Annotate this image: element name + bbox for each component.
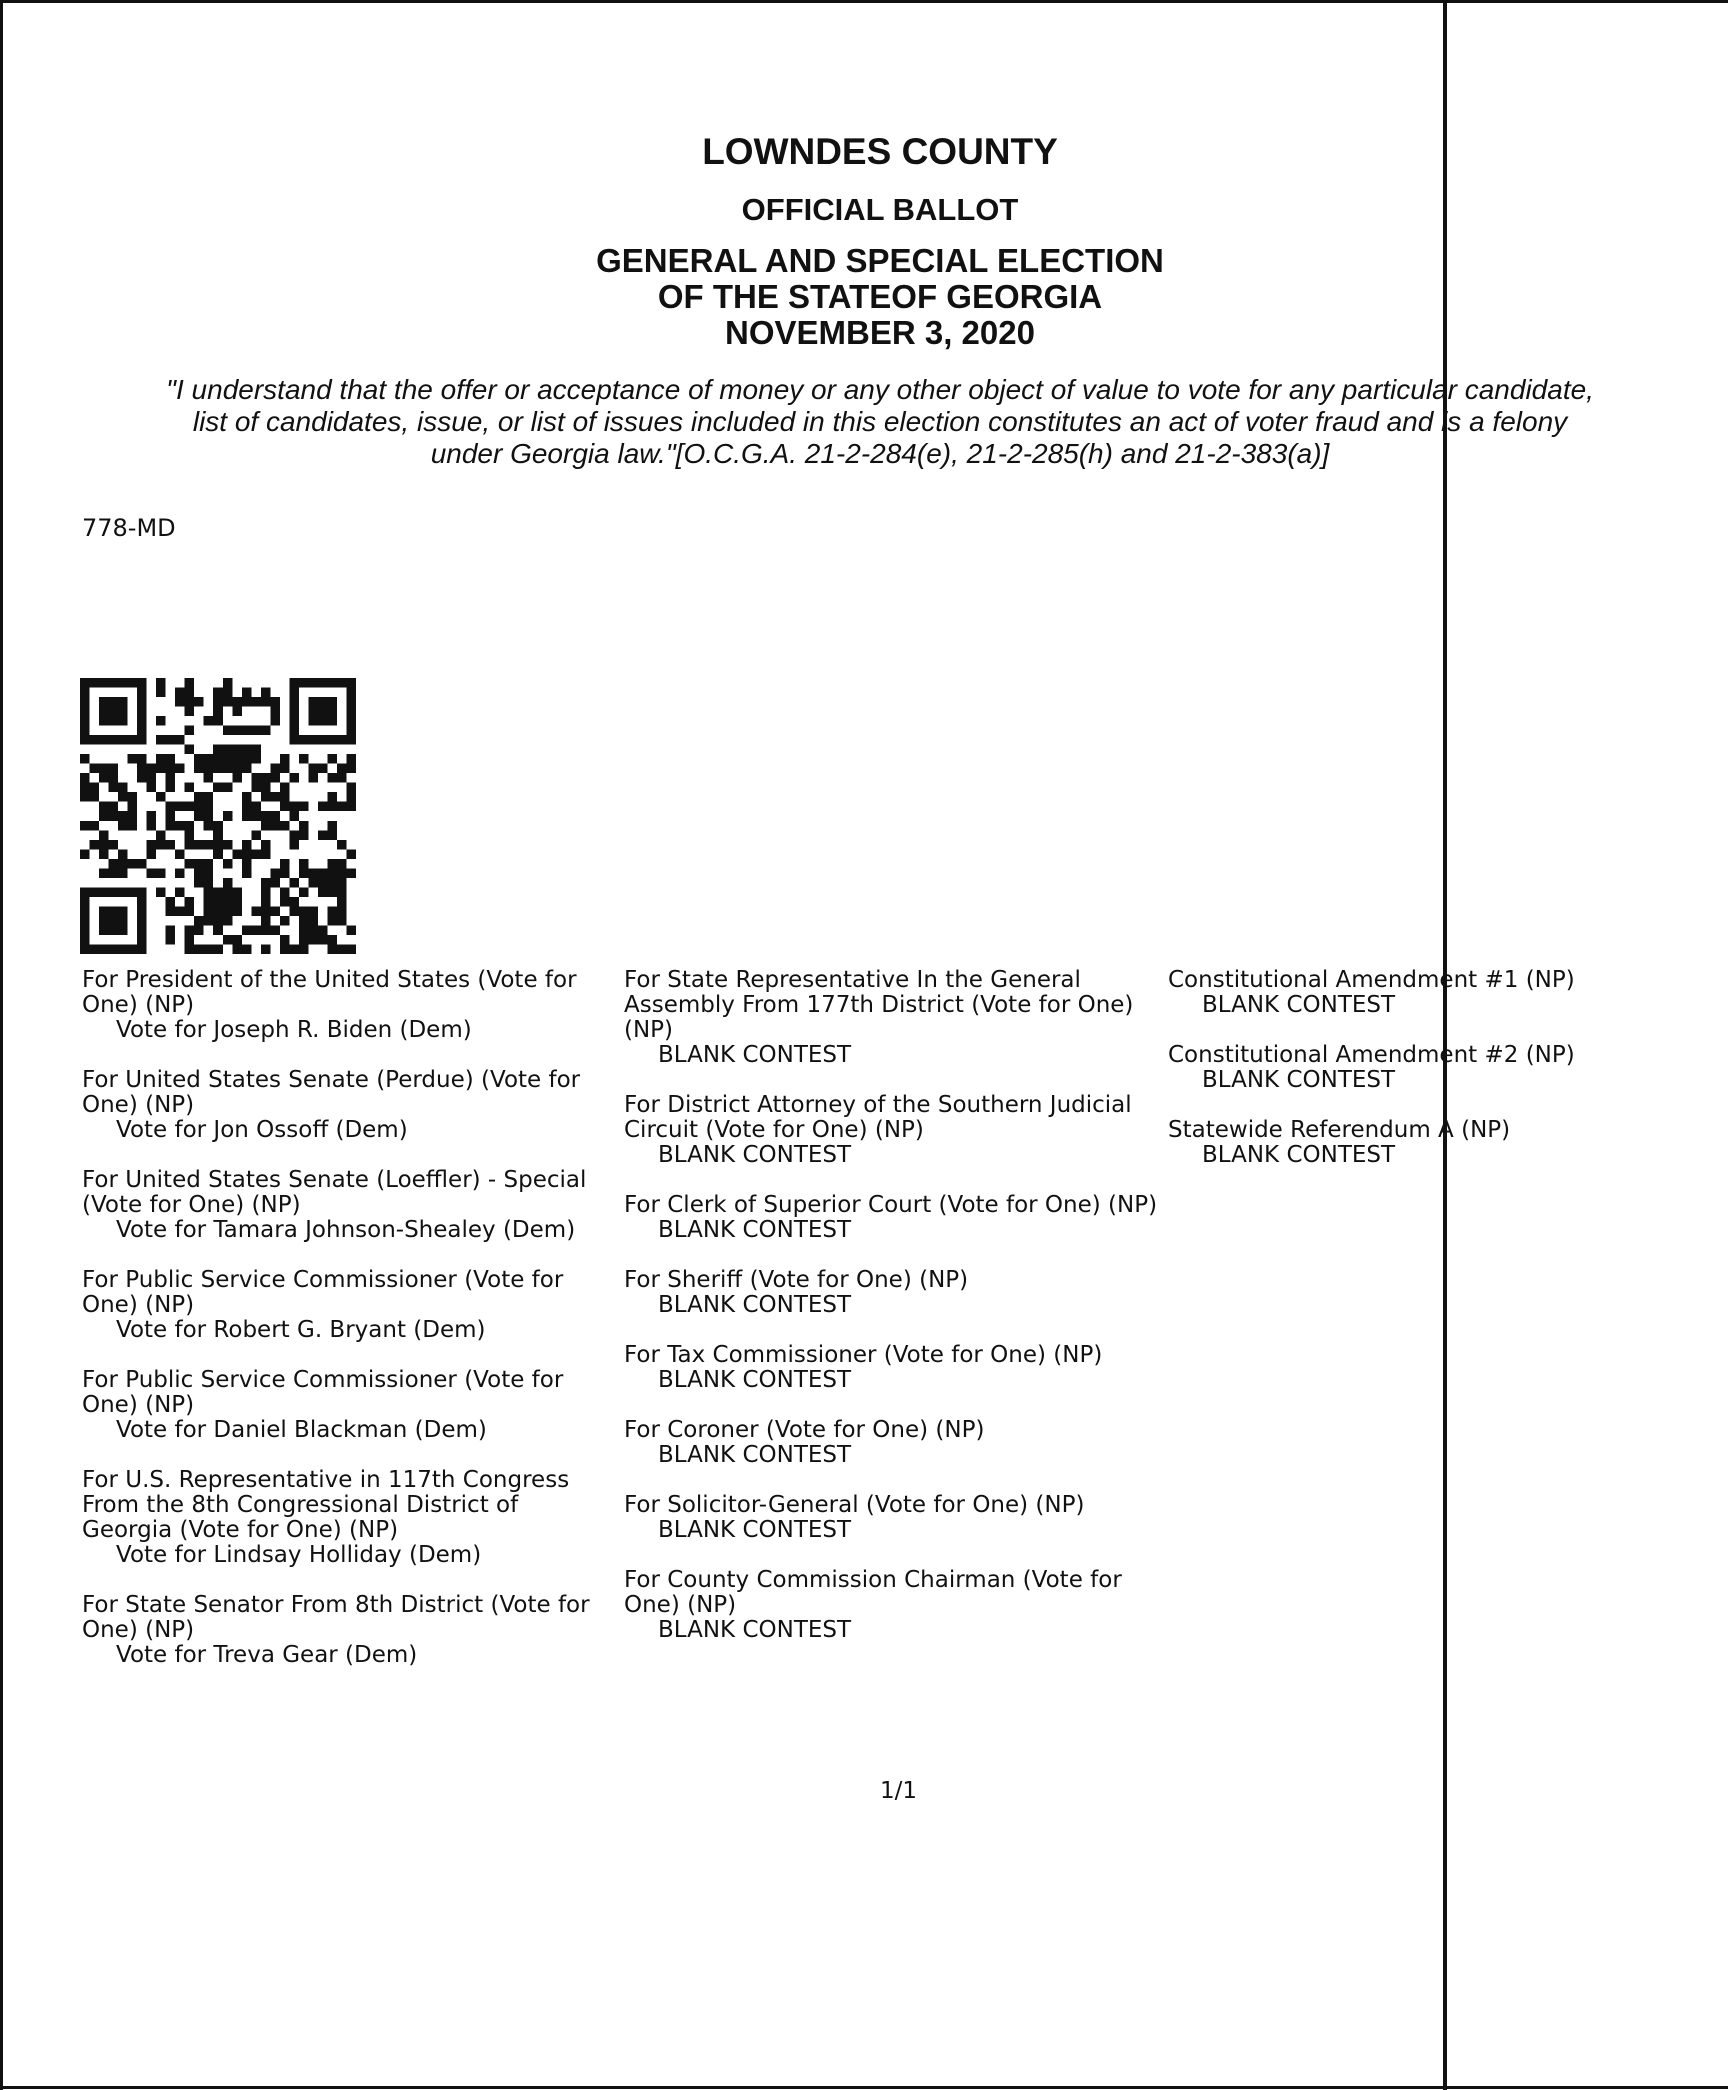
contest-title: For Public Service Commissioner (Vote for One) (NP) bbox=[82, 1267, 564, 1318]
contest-item bbox=[1168, 1043, 1728, 1093]
contest-item bbox=[82, 1068, 612, 1143]
contest-title: For County Commission Chairman (Vote for One) (NP) bbox=[624, 1567, 1122, 1618]
contest-title: For United States Senate (Perdue) (Vote for One) (NP) bbox=[82, 1067, 581, 1118]
contest-item bbox=[624, 1343, 1164, 1393]
contest-item bbox=[1168, 1118, 1728, 1168]
contest-title: For U.S. Representative in 117th Congress From the 8th Congressional District of Georgia (Vote for One) (NP) bbox=[82, 1467, 570, 1543]
top-border-line bbox=[0, 0, 1728, 3]
contest-item bbox=[82, 1593, 612, 1668]
contest-title: For Clerk of Superior Court (Vote for One) (NP) bbox=[624, 1192, 1158, 1218]
page-number: 1/1 bbox=[880, 1778, 918, 1804]
contest-item bbox=[624, 1268, 1164, 1318]
contest-selection: BLANK CONTEST bbox=[658, 1617, 852, 1643]
county-title: LOWNDES COUNTY bbox=[702, 131, 1058, 172]
ballot-type: OFFICIAL BALLOT bbox=[741, 192, 1019, 227]
contest-title: For State Representative In the General Assembly From 177th District (Vote for One) (NP) bbox=[624, 967, 1134, 1043]
election-title bbox=[0, 243, 1728, 351]
contest-selection: Vote for Tamara Johnson-Shealey (Dem) bbox=[116, 1217, 576, 1243]
qr-code-icon bbox=[80, 678, 356, 954]
contest-selection: Vote for Daniel Blackman (Dem) bbox=[116, 1417, 487, 1443]
contest-selection: Vote for Robert G. Bryant (Dem) bbox=[116, 1317, 486, 1343]
contest-selection: BLANK CONTEST bbox=[658, 1442, 852, 1468]
contest-selection: BLANK CONTEST bbox=[658, 1042, 852, 1068]
contest-item bbox=[624, 1093, 1164, 1168]
contest-selection: Vote for Jon Ossoff (Dem) bbox=[116, 1117, 408, 1143]
contest-title: For President of the United States (Vote for One) (NP) bbox=[82, 967, 577, 1018]
election-line-1: GENERAL AND SPECIAL ELECTION bbox=[596, 242, 1164, 279]
bottom-border-line bbox=[0, 2086, 1728, 2089]
contest-item bbox=[82, 1268, 612, 1343]
contest-item bbox=[82, 1168, 612, 1243]
contest-column-2 bbox=[624, 968, 1164, 1668]
contest-title: Constitutional Amendment #1 (NP) bbox=[1168, 967, 1575, 993]
contest-selection: BLANK CONTEST bbox=[658, 1517, 852, 1543]
contest-selection: Vote for Joseph R. Biden (Dem) bbox=[116, 1017, 472, 1043]
election-line-2: OF THE STATEOF GEORGIA bbox=[657, 278, 1103, 315]
contest-selection: Vote for Treva Gear (Dem) bbox=[116, 1642, 418, 1668]
contest-selection: BLANK CONTEST bbox=[658, 1367, 852, 1393]
contest-title: For Tax Commissioner (Vote for One) (NP) bbox=[624, 1342, 1103, 1368]
contest-title: For Public Service Commissioner (Vote for One) (NP) bbox=[82, 1367, 564, 1418]
contest-selection: BLANK CONTEST bbox=[658, 1292, 852, 1318]
election-date: NOVEMBER 3, 2020 bbox=[725, 314, 1035, 351]
contest-title: For Coroner (Vote for One) (NP) bbox=[624, 1417, 985, 1443]
contest-item bbox=[624, 968, 1164, 1068]
contest-title: For State Senator From 8th District (Vote for One) (NP) bbox=[82, 1592, 590, 1643]
contest-item bbox=[1168, 968, 1728, 1018]
contest-item bbox=[624, 1418, 1164, 1468]
oath-line-2: list of candidates, issue, or list of issues included in this election constitutes an act of voter fraud and is a felony bbox=[192, 406, 1568, 437]
contest-item bbox=[624, 1493, 1164, 1543]
contest-selection: BLANK CONTEST bbox=[1202, 1142, 1396, 1168]
contest-title: Statewide Referendum A (NP) bbox=[1168, 1117, 1511, 1143]
contest-title: For United States Senate (Loeffler) - Special (Vote for One) (NP) bbox=[82, 1167, 587, 1218]
contest-selection: BLANK CONTEST bbox=[658, 1142, 852, 1168]
contest-item bbox=[82, 968, 612, 1043]
contest-column-3 bbox=[1168, 968, 1728, 1193]
voter-fraud-statement bbox=[80, 374, 1680, 470]
oath-line-1: "I understand that the offer or acceptance of money or any other object of value to vote for any particular candidate, bbox=[166, 374, 1594, 405]
ballot-style-id: 778-MD bbox=[82, 514, 176, 542]
contest-title: For Solicitor-General (Vote for One) (NP) bbox=[624, 1492, 1085, 1518]
contest-item bbox=[82, 1368, 612, 1443]
contest-item bbox=[82, 1468, 612, 1568]
contest-selection: Vote for Lindsay Holliday (Dem) bbox=[116, 1542, 482, 1568]
oath-line-3: under Georgia law."[O.C.G.A. 21-2-284(e), 21-2-285(h) and 21-2-383(a)] bbox=[430, 438, 1330, 469]
contest-selection: BLANK CONTEST bbox=[1202, 1067, 1396, 1093]
contest-column-1 bbox=[82, 968, 612, 1693]
contest-selection: BLANK CONTEST bbox=[1202, 992, 1396, 1018]
contest-item bbox=[624, 1193, 1164, 1243]
contest-title: For Sheriff (Vote for One) (NP) bbox=[624, 1267, 969, 1293]
contest-selection: BLANK CONTEST bbox=[658, 1217, 852, 1243]
contest-item bbox=[624, 1568, 1164, 1643]
contest-title: For District Attorney of the Southern Judicial Circuit (Vote for One) (NP) bbox=[624, 1092, 1132, 1143]
contest-title: Constitutional Amendment #2 (NP) bbox=[1168, 1042, 1575, 1068]
